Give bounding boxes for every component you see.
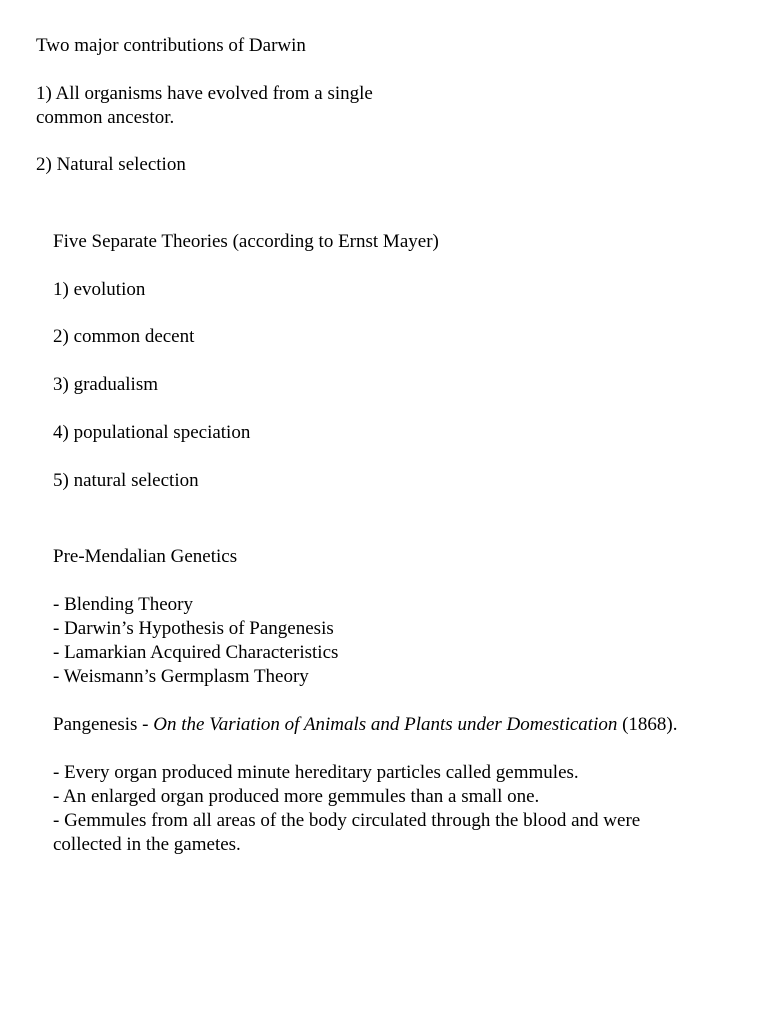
theory-item-1: 1) evolution xyxy=(53,279,146,300)
pangenesis-year: (1868). xyxy=(617,714,678,735)
list-item: - Blending Theory xyxy=(53,594,194,615)
pre-mendelian-title-block xyxy=(53,545,237,569)
contribution-1-line-2: common ancestor. xyxy=(36,107,175,128)
pre-mendelian-title: Pre-Mendalian Genetics xyxy=(53,546,238,567)
pangenesis-bullet-3-continued: collected in the gametes. xyxy=(53,834,241,855)
theory-item xyxy=(53,325,194,349)
darwin-contributions-section xyxy=(36,34,306,58)
theory-item xyxy=(53,421,250,445)
list-item: - Weismann’s Germplasm Theory xyxy=(53,666,309,687)
pangenesis-bullet-2: - An enlarged organ produced more gemmules than a small one. xyxy=(53,786,540,807)
darwin-contributions-title: Two major contributions of Darwin xyxy=(36,35,306,56)
theory-item-3: 3) gradualism xyxy=(53,374,159,395)
darwin-contribution-2 xyxy=(36,153,186,177)
pangenesis-bullet-3: - Gemmules from all areas of the body circulated through the blood and were xyxy=(53,810,641,831)
pangenesis-bullet-1: - Every organ produced minute hereditary particles called gemmules. xyxy=(53,762,579,783)
theory-item-2: 2) common decent xyxy=(53,326,195,347)
darwin-contribution-1 xyxy=(36,82,373,130)
pangenesis-heading xyxy=(53,713,678,737)
pangenesis-term: Pangenesis - xyxy=(53,714,154,735)
theory-item-5: 5) natural selection xyxy=(53,470,199,491)
contribution-2-text: 2) Natural selection xyxy=(36,154,186,175)
list-item: - Darwin’s Hypothesis of Pangenesis xyxy=(53,618,334,639)
theory-item xyxy=(53,469,199,493)
theory-item-4: 4) populational speciation xyxy=(53,422,251,443)
theory-item xyxy=(53,278,145,302)
pangenesis-heading-line xyxy=(53,713,678,737)
list-item: - Lamarkian Acquired Characteristics xyxy=(53,642,339,663)
theory-item xyxy=(53,373,158,397)
five-theories-title-block xyxy=(53,230,439,254)
five-theories-title: Five Separate Theories (according to Ernst Mayer) xyxy=(53,231,439,252)
pangenesis-book-title: On the Variation of Animals and Plants under Domestication xyxy=(153,714,618,735)
pre-mendelian-list xyxy=(53,593,338,689)
contribution-1-line-1: 1) All organisms have evolved from a single xyxy=(36,83,373,104)
pangenesis-bullets xyxy=(53,761,640,857)
